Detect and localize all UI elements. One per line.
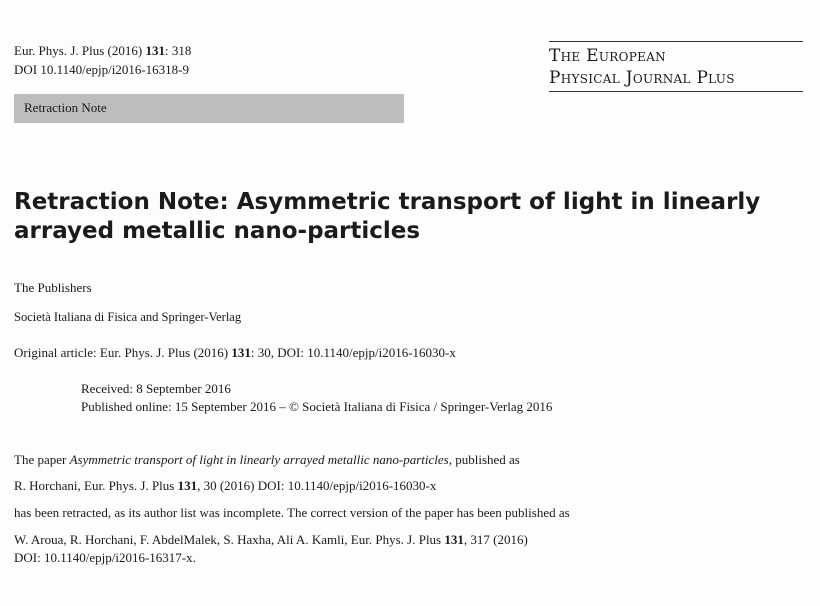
affiliation: Società Italiana di Fisica and Springer-Verlag — [14, 310, 242, 324]
p4-volume: 131 — [444, 532, 464, 547]
authors: The Publishers — [14, 280, 92, 295]
title-line-2: arrayed metallic nano-particles — [14, 218, 421, 244]
citation — [14, 41, 191, 60]
body-paragraph-4 — [14, 531, 528, 567]
body-paragraph-3: has been retracted, as its author list was incomplete. The correct version of the paper has been published as — [14, 505, 570, 520]
original-prefix: Original article: Eur. Phys. J. Plus (2016) — [14, 345, 232, 360]
corrected-doi: DOI: 10.1140/epjp/i2016-16317-x. — [14, 550, 196, 565]
published-date: Published online: 15 September 2016 – © Società Italiana di Fisica / Springer-Verlag 2016 — [81, 399, 553, 414]
p4-prefix: W. Aroua, R. Horchani, F. AbdelMalek, S. Haxha, Ali A. Kamli, Eur. Phys. J. Plus — [14, 532, 445, 547]
title-line-1: Retraction Note: Asymmetric transport of light in linearly — [14, 189, 761, 215]
article-title — [14, 188, 760, 246]
doi: DOI 10.1140/epjp/i2016-16318-9 — [14, 62, 189, 77]
citation-suffix: : 318 — [164, 43, 192, 58]
original-volume: 131 — [231, 345, 251, 360]
citation-prefix: Eur. Phys. J. Plus (2016) — [14, 43, 146, 58]
p2-prefix: R. Horchani, Eur. Phys. J. Plus — [14, 478, 178, 493]
p1-prefix: The paper — [14, 452, 70, 467]
original-suffix: : 30, DOI: 10.1140/epjp/i2016-16030-x — [250, 345, 456, 360]
corrected-citation — [14, 531, 528, 549]
original-article — [14, 345, 456, 361]
p1-title: Asymmetric transport of light in linearly arrayed metallic nano-particles — [69, 452, 449, 467]
p4-suffix: , 317 (2016) — [463, 532, 528, 547]
p1-suffix: , published as — [448, 452, 520, 467]
journal-name-line-1: The European — [549, 46, 666, 66]
journal-brand — [549, 41, 803, 92]
body-paragraph-2 — [14, 478, 436, 494]
received-date: Received: 8 September 2016 — [81, 381, 231, 396]
p2-volume: 131 — [177, 478, 198, 493]
publication-dates — [81, 380, 552, 416]
journal-name-line-2: Physical Journal Plus — [549, 68, 735, 88]
body-paragraph-1 — [14, 452, 520, 468]
p2-suffix: , 30 (2016) DOI: 10.1140/epjp/i2016-16030-x — [197, 478, 437, 493]
journal-reference — [14, 41, 191, 79]
citation-volume: 131 — [145, 43, 165, 58]
article-type-label: Retraction Note — [24, 100, 107, 115]
